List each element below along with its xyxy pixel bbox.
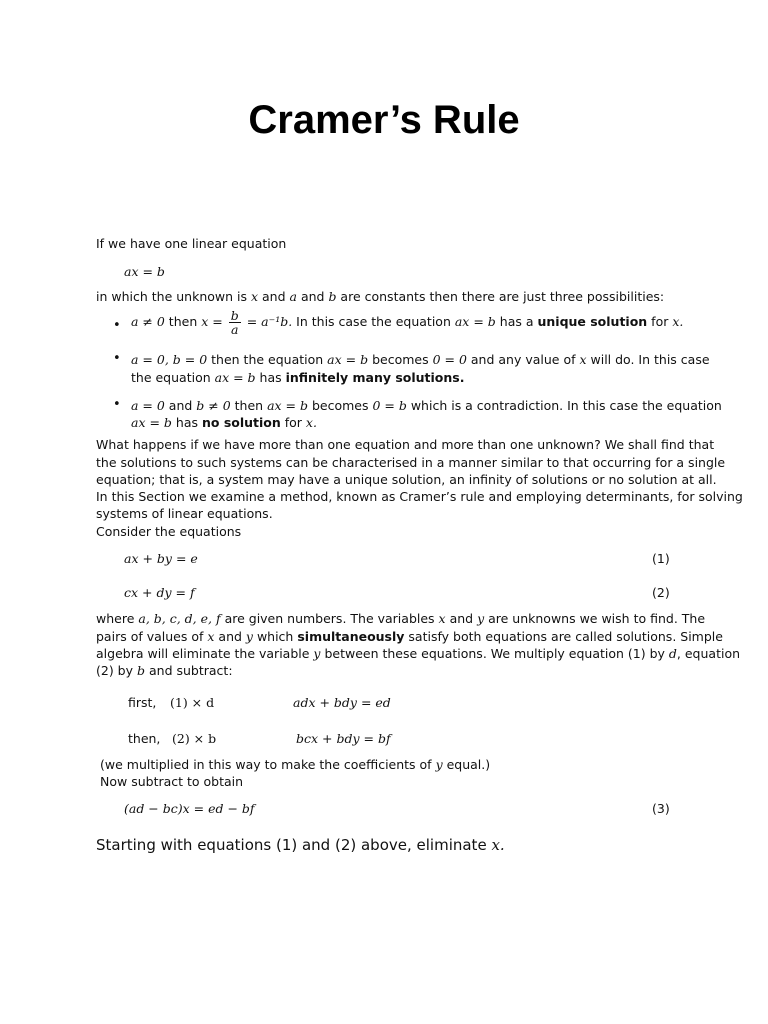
bullet-1 [131, 309, 683, 336]
bold-text: simultaneously [297, 629, 405, 644]
step-1-operation: (1) × d [170, 695, 215, 710]
step-1-equation: adx + bdy = ed [293, 695, 391, 710]
math: y [435, 757, 443, 772]
text: has [255, 370, 286, 385]
math: a, b, c, d, e, f [138, 611, 221, 626]
text: has [171, 415, 202, 430]
subtract-text: Now subtract to obtain [100, 774, 244, 789]
text: are given numbers. The variables [220, 611, 439, 626]
math: x. [672, 314, 684, 329]
math-x: x [250, 289, 259, 304]
bold-text: unique solution [537, 314, 648, 329]
math: b ≠ 0 [196, 398, 231, 413]
text: then [164, 314, 202, 329]
equation-3: (ad − bc)x = ed − bf [124, 801, 255, 816]
text: for [280, 415, 306, 430]
text: in which the unknown is [96, 289, 251, 304]
bold-text: no solution [201, 415, 281, 430]
text: becomes [308, 398, 373, 413]
math: d [668, 646, 677, 661]
exercise-text [96, 836, 505, 854]
text: (2) by [96, 663, 137, 678]
where-line-2 [96, 629, 723, 644]
math: = a⁻¹b. [246, 314, 293, 329]
text: satisfy both equations are called solutions. Simple [404, 629, 723, 644]
possibilities-lead [96, 289, 664, 304]
bullet-2-line-1 [131, 352, 710, 367]
math: y [245, 629, 253, 644]
math: b [137, 663, 146, 678]
text: Starting with equations (1) and (2) above, eliminate [96, 836, 492, 854]
math: x [438, 611, 446, 626]
text: then the equation [207, 352, 328, 367]
text: are unknowns we wish to find. The [484, 611, 706, 626]
math: a = 0 [131, 398, 165, 413]
math: x. [305, 415, 317, 430]
frac-num: b [230, 308, 239, 323]
math: ax = b [454, 314, 496, 329]
text: which [252, 629, 298, 644]
step-2-label: then, [128, 731, 161, 746]
text: and [214, 629, 246, 644]
text: and subtract: [145, 663, 233, 678]
intro-text: If we have one linear equation [96, 236, 287, 251]
bold-text: infinitely many solutions. [285, 370, 465, 385]
text: and [296, 289, 329, 304]
equation-3-number: (3) [652, 801, 670, 816]
paragraph-line: In this Section we examine a method, known as Cramer’s rule and employing determinants, for solving [96, 489, 743, 504]
equation-2: cx + dy = f [124, 585, 195, 600]
where-line-1 [96, 611, 705, 626]
text: where [96, 611, 139, 626]
paragraph-line: What happens if we have more than one equation and more than one unknown? We shall find that [96, 437, 715, 452]
math: ax = b [131, 415, 172, 430]
equation-ax-b: ax = b [124, 264, 165, 279]
text: pairs of values of [96, 629, 208, 644]
bullet-icon: • [113, 397, 121, 412]
step-2-equation: bcx + bdy = bf [296, 731, 391, 746]
text: will do. In this case [586, 352, 710, 367]
text: and [164, 398, 197, 413]
text: In this case the equation [292, 314, 455, 329]
math: 0 = b [372, 398, 407, 413]
text: has a [495, 314, 538, 329]
math: y [477, 611, 485, 626]
text: and [258, 289, 290, 304]
bullet-3-line-2 [131, 415, 317, 430]
note-line [100, 757, 490, 772]
text: and [445, 611, 478, 626]
math: a ≠ 0 [131, 314, 165, 329]
text: the equation [131, 370, 215, 385]
text: between these equations. We multiply equation (1) by [320, 646, 669, 661]
text: which is a contradiction. In this case the equation [406, 398, 722, 413]
step-1-label: first, [128, 695, 157, 710]
math: ax = b [327, 352, 369, 367]
math: x [207, 629, 215, 644]
text: for [647, 314, 673, 329]
bullet-2-line-2 [131, 370, 465, 385]
text: are constants then there are just three possibilities: [336, 289, 665, 304]
paragraph-line: systems of linear equations. [96, 506, 273, 521]
math: 0 = 0 [432, 352, 467, 367]
frac-den: a [230, 322, 239, 337]
math-a: a [289, 289, 297, 304]
step-2-operation: (2) × b [172, 731, 217, 746]
text: equal.) [442, 757, 491, 772]
math: a = 0, b = 0 [131, 352, 208, 367]
math: ax = b [267, 398, 308, 413]
text: (we multiplied in this way to make the coefficients of [100, 757, 436, 772]
text: algebra will eliminate the variable [96, 646, 314, 661]
equation-1-number: (1) [652, 551, 670, 566]
page-title: Cramer’s Rule [248, 98, 520, 142]
fraction-b-over-a [229, 309, 241, 336]
paragraph-line: equation; that is, a system may have a unique solution, an infinity of solutions or no solution at all. [96, 472, 717, 487]
math: y [313, 646, 321, 661]
math: x [579, 352, 587, 367]
where-line-4 [96, 663, 233, 678]
text: then [230, 398, 268, 413]
paragraph-line: the solutions to such systems can be characterised in a manner similar to that occurring for a single [96, 455, 726, 470]
text: becomes [368, 352, 433, 367]
text: , equation [676, 646, 741, 661]
bullet-3-line-1 [131, 398, 722, 413]
math: x. [491, 836, 505, 854]
math: ax = b [214, 370, 256, 385]
where-line-3 [96, 646, 740, 661]
math-b: b [328, 289, 337, 304]
bullet-icon: • [113, 351, 121, 366]
equation-1: ax + by = e [124, 551, 198, 566]
consider-text: Consider the equations [96, 524, 242, 539]
math: x = [201, 314, 223, 329]
bullet-icon: • [113, 318, 121, 333]
text: and any value of [466, 352, 580, 367]
equation-2-number: (2) [652, 585, 670, 600]
